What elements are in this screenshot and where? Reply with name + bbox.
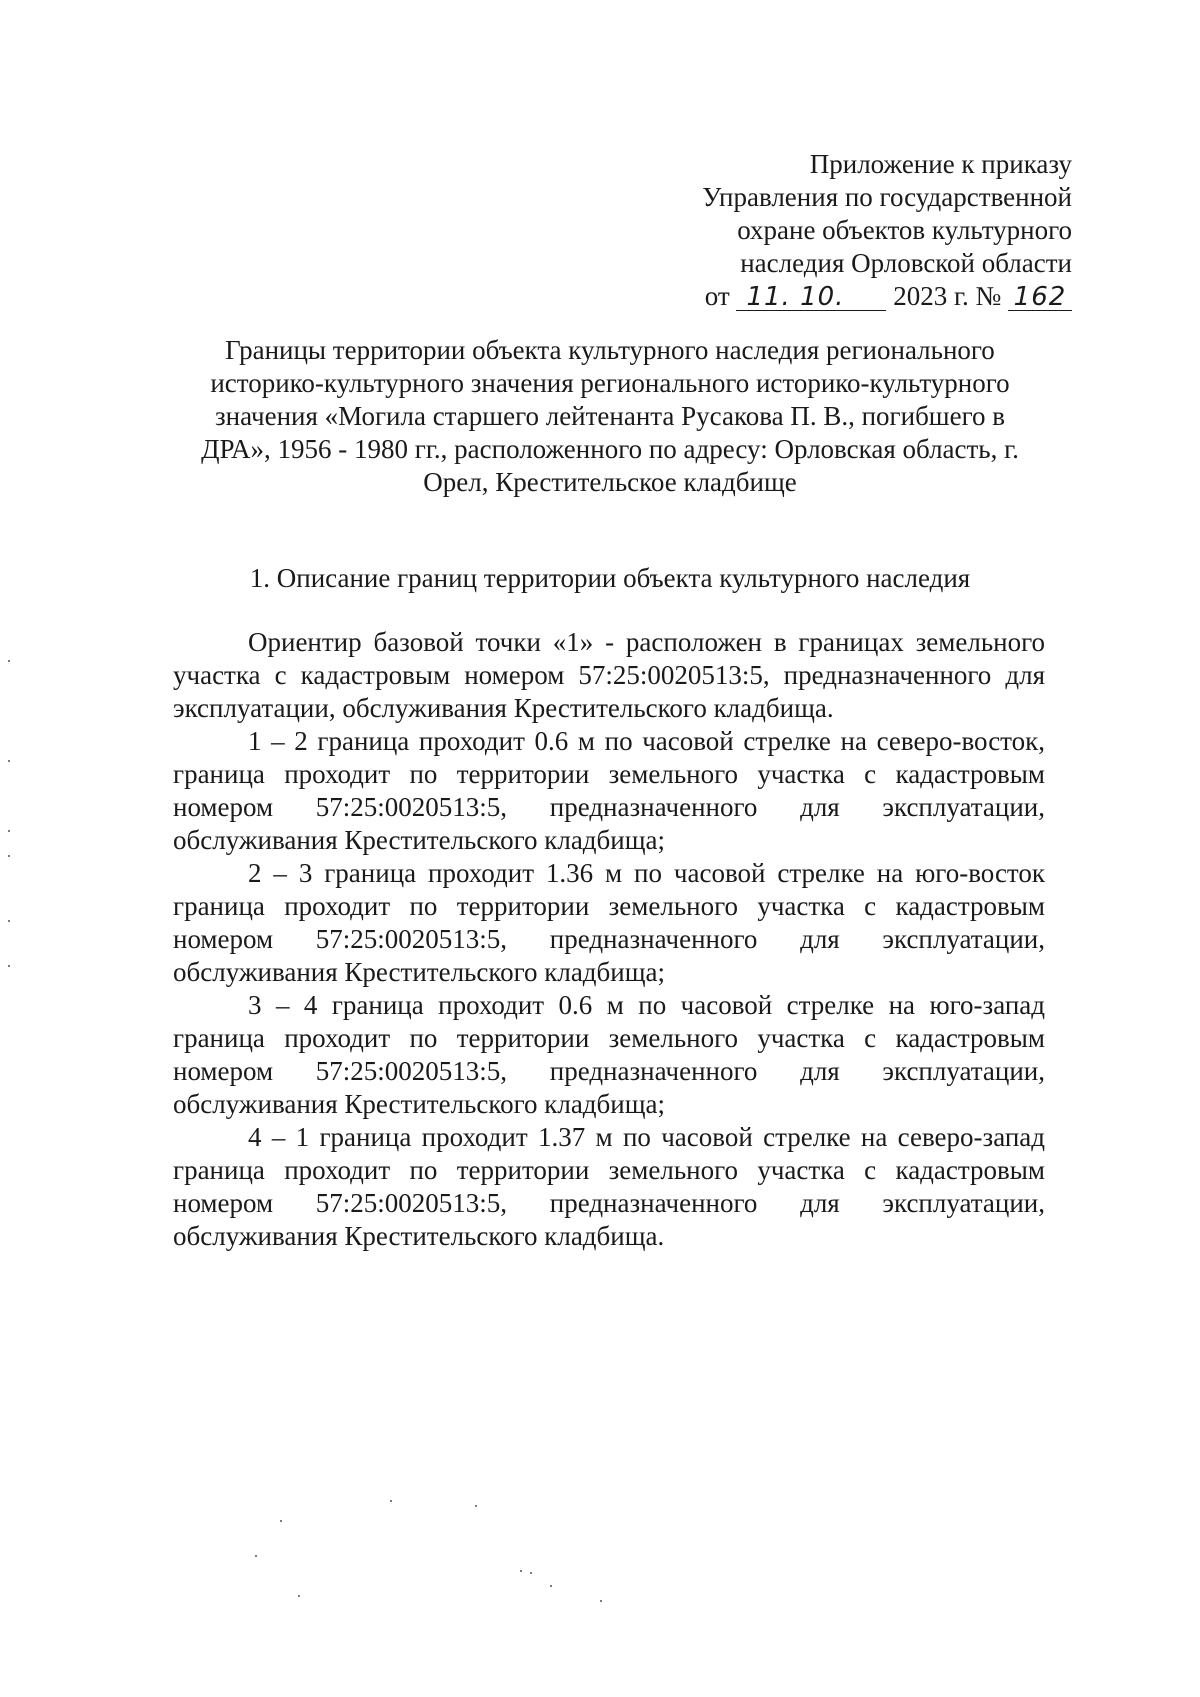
date-prefix: от	[704, 281, 730, 311]
scan-speck	[8, 660, 10, 662]
appendix-line-3: охране объектов культурного	[737, 215, 1072, 245]
scan-speck	[520, 1570, 522, 1572]
handwritten-date: 11. 10.	[736, 284, 886, 311]
scan-speck	[390, 1500, 392, 1502]
document-title: Границы территории объекта культурного наследия регионального историко-культурного значения регионального историко-культурного значения «Могила старшего лейтенанта Русакова П. В., погибшего в ДРА», 1956 - 1980 гг., расположенного по адресу: Орловская область, г. Орел, Крестительское кладбище	[201, 335, 1019, 497]
paragraph-segment-1-2: 1 – 2 граница проходит 0.6 м по часовой стрелке на северо-восток, граница проходит по территории земельного участка с кадастровым номером 57:25:0020513:5, предназначенного для эксплуатации, обслуживания Крестительского кладбища;	[173, 726, 1045, 855]
scan-speck	[600, 1600, 602, 1602]
scan-speck	[8, 830, 10, 832]
paragraph-segment-3-4: 3 – 4 граница проходит 0.6 м по часовой стрелке на юго-запад граница проходит по территории земельного участка с кадастровым номером 57:25:0020513:5, предназначенного для эксплуатации, обслуживания Крестительского кладбища;	[173, 990, 1045, 1119]
boundary-description	[173, 626, 1045, 1253]
paragraph-segment-2-3: 2 – 3 граница проходит 1.36 м по часовой стрелке на юго-восток граница проходит по территории земельного участка с кадастровым номером 57:25:0020513:5, предназначенного для эксплуатации, обслуживания Крестительского кладбища;	[173, 858, 1045, 987]
scan-speck	[8, 855, 10, 857]
scan-speck	[298, 1595, 300, 1597]
year-number-label: 2023 г. №	[893, 281, 1002, 311]
section-heading: 1. Описание границ территории объекта культурного наследия	[249, 563, 971, 593]
scan-speck	[530, 1572, 532, 1574]
scan-speck	[280, 1520, 282, 1522]
appendix-line-1: Приложение к приказу	[809, 149, 1072, 179]
scan-speck	[8, 965, 10, 967]
appendix-header	[702, 148, 1072, 313]
scan-speck	[8, 760, 10, 762]
handwritten-order-number: 162	[1008, 284, 1072, 311]
appendix-line-4: наследия Орловской области	[740, 248, 1072, 278]
scan-speck	[550, 1585, 552, 1587]
appendix-line-2: Управления по государственной	[702, 182, 1072, 212]
paragraph-base-point: Ориентир базовой точки «1» - расположен в границах земельного участка с кадастровым номером 57:25:0020513:5, предназначенного для эксплуатации, обслуживания Крестительского кладбища.	[173, 627, 1045, 723]
scan-speck	[8, 920, 10, 922]
paragraph-segment-4-1: 4 – 1 граница проходит 1.37 м по часовой стрелке на северо-запад граница проходит по территории земельного участка с кадастровым номером 57:25:0020513:5, предназначенного для эксплуатации, обслуживания Крестительского кладбища.	[173, 1122, 1045, 1251]
scan-speck	[255, 1555, 257, 1557]
scan-speck	[475, 1505, 477, 1507]
appendix-date-line	[702, 280, 1072, 313]
